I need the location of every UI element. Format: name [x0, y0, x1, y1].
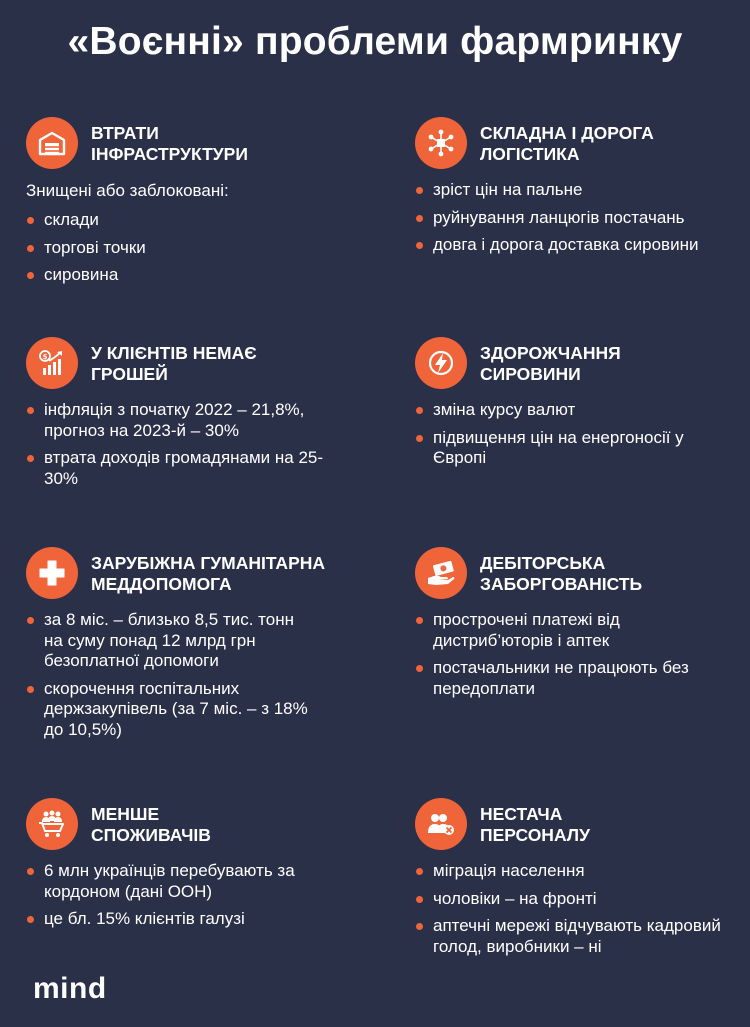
- list-item: за 8 міс. – близько 8,5 тис. тонн на суму понад 12 млрд грн безоплатної допомоги: [26, 610, 316, 672]
- lightning-icon: [415, 337, 467, 389]
- block-header: [26, 117, 366, 171]
- block-title: ЗАРУБІЖНА ГУМАНІТАРНА МЕДДОПОМОГА: [91, 553, 326, 594]
- block-humanitarian-aid: [26, 547, 366, 747]
- list-item: аптечні мережі відчувають кадровий голод, виробники – ні: [415, 916, 730, 957]
- list-item: зміна курсу валют: [415, 400, 725, 421]
- bullet-list: [26, 210, 366, 286]
- block-title: МЕНШЕ СПОЖИВАЧІВ: [91, 804, 211, 845]
- block-staff-shortage: [415, 798, 750, 964]
- page-title: «Воєнні» проблеми фармринку: [67, 20, 683, 63]
- list-item: це бл. 15% клієнтів галузі: [26, 909, 326, 930]
- bullet-list: [415, 180, 750, 256]
- block-intro: Знищені або заблоковані:: [26, 181, 229, 200]
- block-header: [415, 117, 750, 171]
- list-item: підвищення цін на енергоносії у Європі: [415, 428, 725, 469]
- block-header: [415, 337, 750, 391]
- warehouse-icon: [26, 117, 78, 169]
- block-title: СКЛАДНА І ДОРОГА ЛОГІСТИКА: [480, 123, 654, 164]
- money-growth-icon: [26, 337, 78, 389]
- list-item: руйнування ланцюгів постачань: [415, 208, 750, 229]
- list-item: постачальники не працюють без передоплати: [415, 658, 715, 699]
- list-item: скорочення госпітальних держзакупівель (за 7 міс. – з 18% до 10,5%): [26, 679, 316, 741]
- list-item: зріст цін на пальне: [415, 180, 750, 201]
- bullet-list: [415, 610, 715, 699]
- block-header: [26, 547, 366, 601]
- block-title: НЕСТАЧА ПЕРСОНАЛУ: [480, 804, 590, 845]
- bullet-list: [415, 861, 730, 957]
- list-item: прострочені платежі від дистриб’юторів і аптек: [415, 610, 715, 651]
- bullet-list: [415, 400, 725, 469]
- list-item: 6 млн українців перебувають за кордоном (дані ООН): [26, 861, 326, 902]
- list-item: міграція населення: [415, 861, 730, 882]
- block-title: ДЕБІТОРСЬКА ЗАБОРГОВАНІСТЬ: [480, 553, 643, 594]
- block-fewer-consumers: [26, 798, 366, 937]
- bullet-list: [26, 610, 316, 740]
- cash-hand-icon: [415, 547, 467, 599]
- block-clients-no-money: [26, 337, 366, 496]
- block-title: У КЛІЄНТІВ НЕМАЄ ГРОШЕЙ: [91, 343, 257, 384]
- list-item: сировина: [26, 265, 366, 286]
- mind-logo: mind: [33, 972, 107, 1005]
- network-icon: [415, 117, 467, 169]
- bullet-list: [26, 861, 326, 930]
- block-receivables: [415, 547, 750, 706]
- block-logistics: [415, 117, 750, 263]
- block-title: ВТРАТИ ІНФРАСТРУКТУРИ: [91, 123, 248, 164]
- medical-cross-icon: [26, 547, 78, 599]
- list-item: склади: [26, 210, 366, 231]
- block-header: [415, 547, 750, 601]
- list-item: втрата доходів громадянами на 25-30%: [26, 448, 346, 489]
- shopping-cart-people-icon: [26, 798, 78, 850]
- block-title: ЗДОРОЖЧАННЯ СИРОВИНИ: [480, 343, 621, 384]
- list-item: торгові точки: [26, 238, 366, 259]
- block-header: [26, 798, 366, 852]
- bullet-list: [26, 400, 346, 489]
- block-raw-materials: [415, 337, 750, 476]
- staff-shortage-icon: [415, 798, 467, 850]
- list-item: чоловіки – на фронті: [415, 889, 730, 910]
- svg-text:$: $: [42, 353, 48, 361]
- block-infrastructure: [26, 117, 366, 293]
- list-item: інфляція з початку 2022 – 21,8%, прогноз на 2023-й – 30%: [26, 400, 346, 441]
- list-item: довга і дорога доставка сировини: [415, 235, 750, 256]
- block-header: [415, 798, 750, 852]
- block-header: [26, 337, 366, 391]
